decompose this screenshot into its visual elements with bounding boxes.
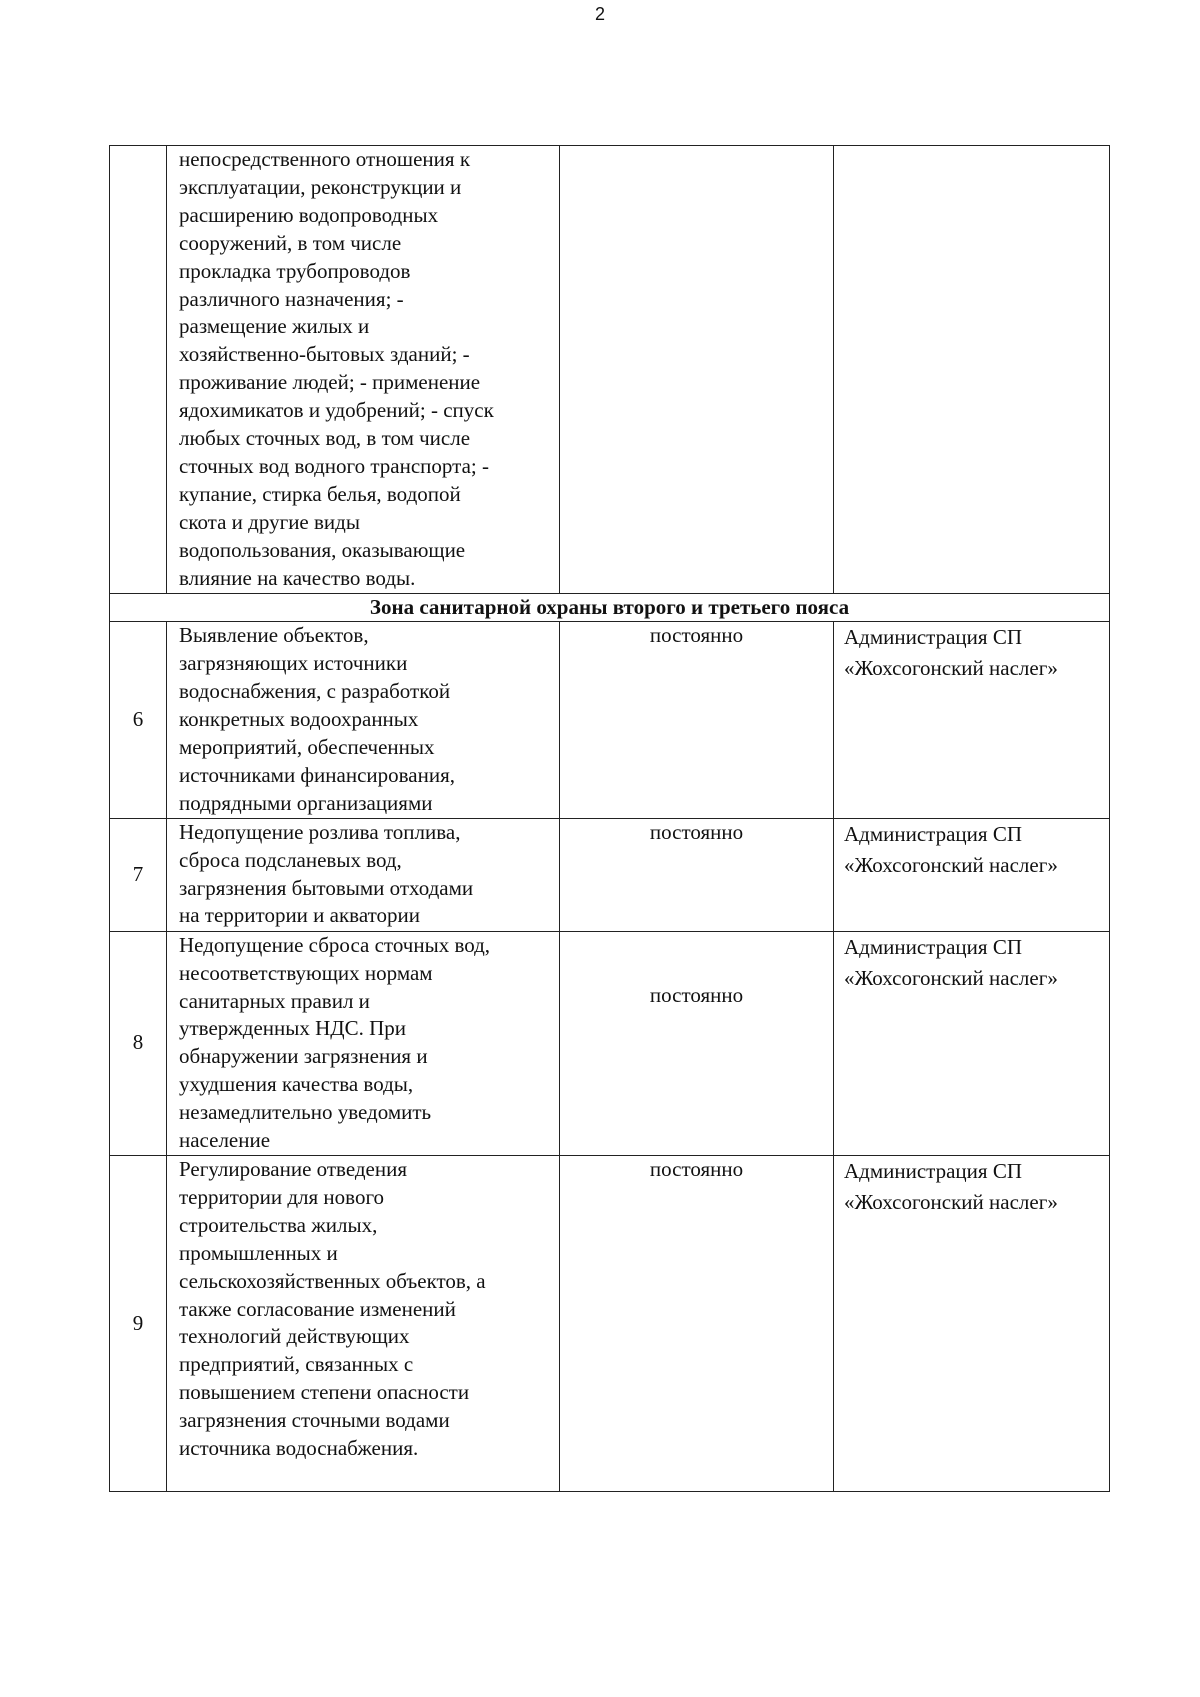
description-line: подрядными организациями	[179, 790, 433, 815]
description-line: Выявление объектов,	[179, 623, 369, 648]
description-line: загрязняющих источники	[179, 651, 408, 676]
responsible-line: «Жохсогонский наслег»	[844, 1190, 1058, 1214]
description-line: различного назначения; -	[179, 286, 404, 311]
description-line: санитарных правил и	[179, 988, 370, 1013]
description-line: водопользования, оказывающие	[179, 537, 466, 562]
responsible-line: Администрация СП	[844, 625, 1022, 650]
description-line: ухудшения качества воды,	[179, 1072, 414, 1097]
measure-description	[167, 931, 560, 1155]
measure-description	[167, 146, 560, 594]
description-line: сброса подсланевых вод,	[179, 847, 402, 872]
term-cell: постоянно	[560, 1156, 834, 1492]
description-line: любых сточных вод, в том числе	[179, 426, 471, 451]
measure-description	[167, 818, 560, 931]
description-line: источника водоснабжения.	[179, 1436, 419, 1461]
description-line: также согласование изменений	[179, 1296, 456, 1321]
responsible-cell	[834, 146, 1110, 594]
table-row	[110, 1156, 1110, 1492]
description-line: влияние на качество воды.	[179, 565, 416, 590]
description-line: непосредственного отношения к	[179, 147, 471, 171]
responsible-cell	[834, 1156, 1110, 1492]
description-line: незамедлительно уведомить	[179, 1100, 432, 1125]
description-line: источниками финансирования,	[179, 762, 455, 787]
responsible-line: Администрация СП	[844, 934, 1022, 959]
description-line: скота и другие виды	[179, 509, 360, 534]
term-cell: постоянно	[560, 818, 834, 931]
row-number: 7	[110, 818, 167, 931]
description-line: расширению водопроводных	[179, 202, 439, 227]
description-line: Недопущение розлива топлива,	[179, 819, 461, 844]
description-line: сточных вод водного транспорта; -	[179, 453, 489, 478]
row-number: 8	[110, 931, 167, 1155]
description-line: водоснабжения, с разработкой	[179, 679, 451, 704]
term-cell: постоянно	[560, 622, 834, 818]
description-line: территории для нового	[179, 1184, 385, 1209]
responsible-line: Администрация СП	[844, 1159, 1022, 1183]
description-line: сооружений, в том числе	[179, 230, 402, 255]
description-line: загрязнения сточными водами	[179, 1408, 450, 1433]
table-row-continued	[110, 146, 1110, 594]
responsible-cell	[834, 622, 1110, 818]
description-line: на территории и акватории	[179, 903, 420, 928]
responsible-line: Администрация СП	[844, 821, 1022, 846]
table-row	[110, 818, 1110, 931]
description-line: промышленных и	[179, 1240, 338, 1265]
description-line: купание, стирка белья, водопой	[179, 481, 461, 506]
description-line: население	[179, 1128, 271, 1153]
description-line: строительства жилых,	[179, 1212, 378, 1237]
description-line: Недопущение сброса сточных вод,	[179, 932, 491, 957]
description-line: повышением степени опасности	[179, 1380, 470, 1405]
description-line: сельскохозяйственных объектов, а	[179, 1268, 486, 1293]
description-line: конкретных водоохранных	[179, 707, 419, 732]
row-number: 6	[110, 622, 167, 818]
responsible-cell	[834, 931, 1110, 1155]
term-cell	[560, 146, 834, 594]
description-line: утвержденных НДС. При	[179, 1016, 407, 1041]
description-line: эксплуатации, реконструкции и	[179, 174, 462, 199]
description-line: мероприятий, обеспеченных	[179, 735, 435, 760]
section-header-row	[110, 593, 1110, 622]
table-row	[110, 622, 1110, 818]
description-line: несоответствующих нормам	[179, 960, 433, 985]
responsible-cell	[834, 818, 1110, 931]
description-line: предприятий, связанных с	[179, 1352, 414, 1377]
responsible-line: «Жохсогонский наслег»	[844, 965, 1058, 990]
description-line: размещение жилых и	[179, 314, 370, 339]
row-number: 9	[110, 1156, 167, 1492]
description-line: Регулирование отведения	[179, 1157, 408, 1181]
term-text: постоянно	[649, 982, 744, 1007]
description-line: прокладка трубопроводов	[179, 258, 411, 283]
description-line: технологий действующих	[179, 1324, 410, 1349]
measure-description	[167, 622, 560, 818]
page-number: 2	[594, 4, 605, 24]
responsible-line: «Жохсогонский наслег»	[844, 852, 1058, 877]
term-cell	[560, 931, 834, 1155]
table-row	[110, 931, 1110, 1155]
row-number-cell	[110, 146, 167, 594]
description-line: проживание людей; - применение	[179, 370, 481, 395]
description-line: обнаружении загрязнения и	[179, 1044, 428, 1069]
section-header: Зона санитарной охраны второго и третьего пояса	[110, 593, 1110, 622]
measure-description	[167, 1156, 560, 1492]
description-line: ядохимикатов и удобрений; - спуск	[179, 398, 494, 423]
responsible-line: «Жохсогонский наслег»	[844, 656, 1058, 681]
measures-table	[109, 145, 1110, 1492]
description-line: хозяйственно-бытовых зданий; -	[179, 342, 470, 367]
description-line: загрязнения бытовыми отходами	[179, 875, 474, 900]
